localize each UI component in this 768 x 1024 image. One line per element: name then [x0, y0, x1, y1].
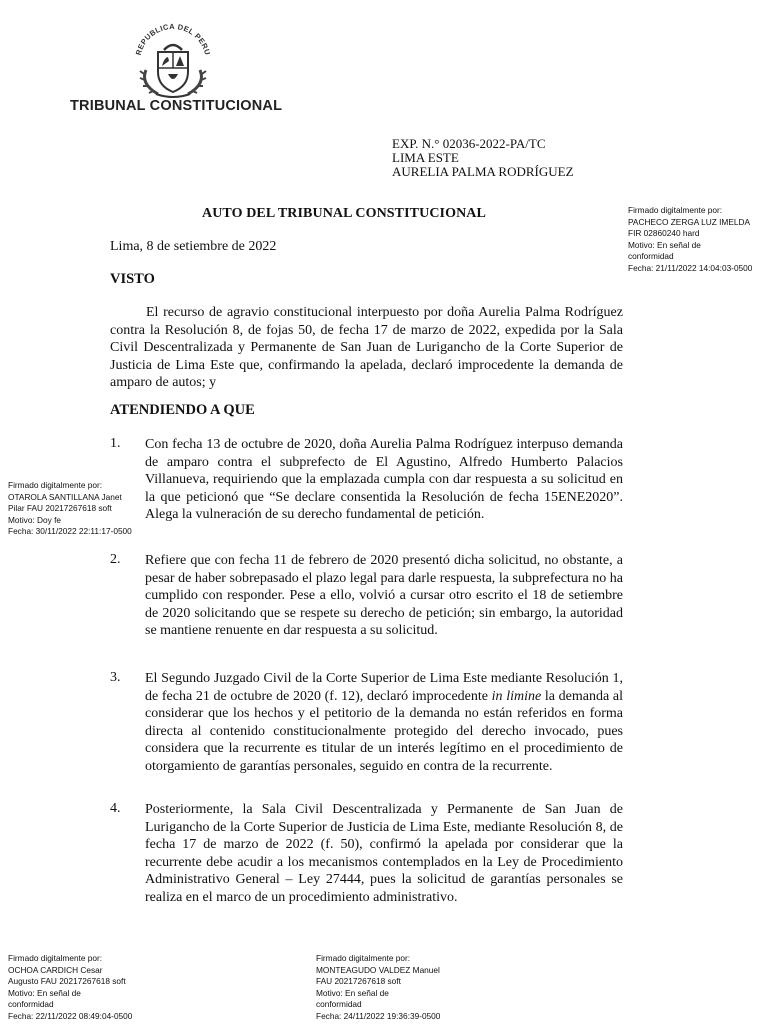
signature-line: MONTEAGUDO VALDEZ Manuel: [316, 964, 440, 975]
signature-line: OCHOA CARDICH Cesar: [8, 964, 103, 975]
signature-line: Augusto FAU 20217267618 soft: [8, 976, 126, 987]
expediente-district: LIMA ESTE: [392, 150, 459, 165]
item-paragraph: Posteriormente, la Sala Civil Descentralizada y Permanente de San Juan de Lurigancho de la Corte Superior de Justicia de Lima Este, mediante Resolución 8, de fecha 17 de marzo de 2022 (f. 50), confirmó la apelada por considerar que la recurrente debe acudir a los mecanismos contemplados en la Ley de Procedimiento Administrativo General – Ley 27444, pues la solicitud de garantías personales se realiza en el marco de un procedimiento administrativo.: [145, 802, 623, 905]
item-number: 1.: [110, 436, 121, 451]
item-text-start: El Segundo Juzgado Civil de la Corte Superior de Lima Este mediante Resolución 1, de fecha 21 de octubre de 2020 (f. 12), declaró improcedente: [145, 671, 623, 704]
signature-block-monteagudo: [316, 953, 440, 1023]
signature-line: conformidad: [628, 251, 674, 262]
signature-line: Firmado digitalmente por:: [8, 480, 103, 490]
signature-line: PACHECO ZERGA LUZ IMELDA: [628, 216, 751, 227]
signature-block-otarola: [8, 480, 132, 538]
signature-line: conformidad: [8, 999, 54, 1010]
signature-line: Motivo: En señal de: [628, 239, 701, 250]
expediente-party: AURELIA PALMA RODRÍGUEZ: [392, 164, 574, 179]
signature-line: Firmado digitalmente por:: [316, 953, 411, 963]
signature-line: Fecha: 24/11/2022 19:36:39-0500: [316, 1010, 441, 1021]
expediente-number: EXP. N.° 02036-2022-PA/TC: [392, 136, 546, 151]
signature-line: Firmado digitalmente por:: [628, 205, 723, 215]
signature-line: Firmado digitalmente por:: [8, 953, 103, 963]
signature-line: Motivo: En señal de: [316, 987, 389, 998]
svg-text:REPUBLICA DEL PERU: REPUBLICA DEL PERU: [133, 22, 213, 57]
document-date: Lima, 8 de setiembre de 2022: [110, 239, 277, 254]
signature-line: Motivo: En señal de: [8, 987, 81, 998]
signature-line: Fecha: 22/11/2022 08:49:04-0500: [8, 1010, 133, 1021]
item-paragraph: [145, 670, 623, 776]
visto-paragraph: El recurso de agravio constitucional interpuesto por doña Aurelia Palma Rodríguez contra la Resolución 8, de fojas 50, de fecha 17 de marzo de 2022, expedida por la Sala Civil Descentralizada y Permanente de San Juan de Lurigancho de la Corte Superior de Justicia de Lima Este que, confirmando la apelada, declaró improcedente la demanda de amparo de autos; y: [110, 305, 623, 391]
peru-coat-of-arms-logo: [118, 22, 228, 100]
signature-line: OTAROLA SANTILLANA Janet: [8, 491, 122, 502]
institution-name: TRIBUNAL CONSTITUCIONAL: [70, 98, 283, 114]
signature-line: Fecha: 21/11/2022 14:04:03-0500: [628, 262, 753, 273]
item-number: 3.: [110, 670, 121, 685]
section-heading-atendiendo: ATENDIENDO A QUE: [110, 402, 255, 418]
signature-line: FAU 20217267618 soft: [316, 976, 401, 987]
item-text-end: la demanda al considerar que los hechos y el petitorio de la demanda no están referidos en forma directa al contenido constitucionalmente protegido del derecho invocado, pues considera que la recurrente es titular de un interés legítimo en el procedimiento de otorgamiento de garantías personales, seguido en contra de la recurrente.: [145, 688, 623, 774]
item-paragraph: Con fecha 13 de octubre de 2020, doña Aurelia Palma Rodríguez interpuso demanda de amparo contra el subprefecto de El Agustino, Alfredo Humberto Palacios Villanueva, requiriendo que la emplazada cumpla con dar respuesta a su solicitud en la que peticionó que “Se declare consentida la Resolución de fecha 15ENE2020”. Alega la vulneración de su derecho fundamental de petición.: [145, 437, 623, 523]
item-paragraph: Refiere que con fecha 11 de febrero de 2020 presentó dicha solicitud, no obstante, a pesar de haber sobrepasado el plazo legal para darle respuesta, la subprefectura no ha cumplido con responder. Pese a ello, volvió a cursar otro escrito el 18 de setiembre de 2020 solicitando que se respete su derecho de petición; sin embargo, la autoridad se mantiene renuente en dar respuesta a su solicitud.: [145, 553, 623, 639]
signature-line: Fecha: 30/11/2022 22:11:17-0500: [8, 526, 132, 537]
signature-line: Motivo: Doy fe: [8, 514, 62, 525]
section-heading-visto: VISTO: [110, 271, 155, 287]
signature-line: conformidad: [316, 999, 362, 1010]
signature-line: FIR 02860240 hard: [628, 228, 700, 239]
signature-block-pacheco: [628, 205, 752, 275]
signature-line: Pilar FAU 20217267618 soft: [8, 503, 112, 514]
signature-block-ochoa: [8, 953, 132, 1023]
item-number: 4.: [110, 801, 121, 816]
document-title: AUTO DEL TRIBUNAL CONSTITUCIONAL: [202, 206, 486, 221]
item-number: 2.: [110, 552, 121, 567]
item-text-italic: in limine: [491, 688, 542, 704]
